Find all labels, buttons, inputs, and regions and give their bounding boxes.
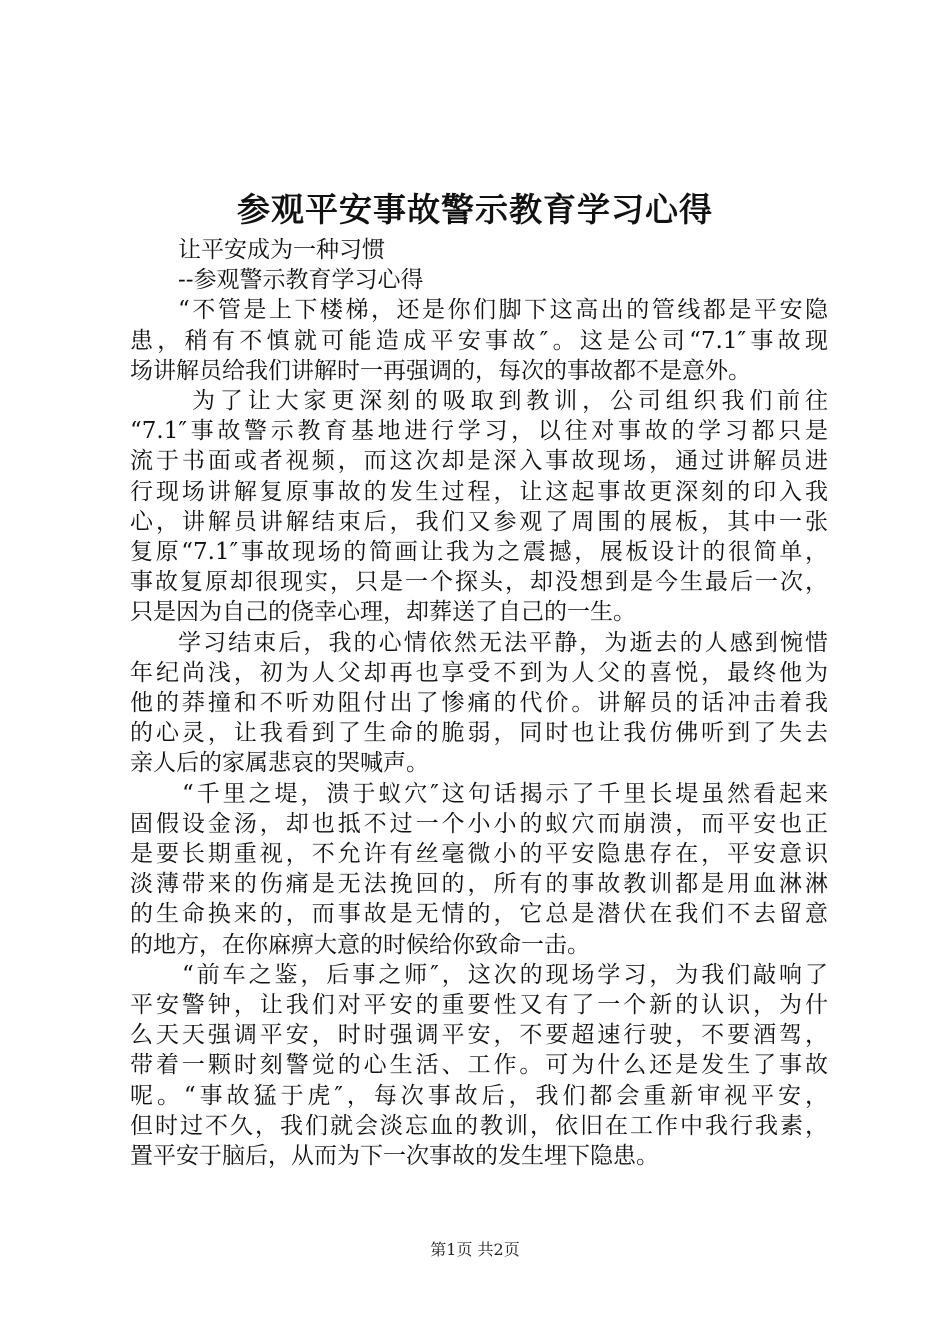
text-line: 的生命换来的，而事故是无情的，它总是潜伏在我们不去留意 — [130, 901, 828, 928]
text-line: 平安警钟，让我们对平安的重要性又有了一个新的认识，为什 — [130, 992, 828, 1019]
text-line: 亲人后的家属悲哀的哭喊声。 — [130, 750, 429, 777]
text-line: 流于书面或者视频，而这次却是深入事故现场，通过讲解员进 — [130, 448, 828, 475]
text-line: 的地方，在你麻痹大意的时候给你致命一击。 — [130, 931, 590, 958]
text-line: “千里之堤，溃于蚁穴″这句话揭示了千里长堤虽然看起来 — [182, 780, 828, 807]
text-line: 心，讲解员讲解结束后，我们又参观了周围的展板，其中一张 — [130, 508, 828, 535]
page-footer: 第1页 共2页 — [430, 1240, 520, 1259]
text-line: 呢。“事故猛于虎″，每次事故后，我们都会重新审视平安， — [130, 1082, 828, 1109]
text-line: 为了让大家更深刻的吸取到教训，公司组织我们前往 — [192, 388, 828, 415]
document-title: 参观平安事故警示教育学习心得 — [237, 190, 713, 229]
text-line: “不管是上下楼梯，还是你们脚下这高出的管线都是平安隐 — [178, 297, 828, 324]
text-line: 复原“7.1″事故现场的简画让我为之震撼，展板设计的很简单， — [130, 539, 828, 566]
text-line: 场讲解员给我们讲解时一再强调的，每次的事故都不是意外。 — [130, 357, 751, 384]
text-line: 带着一颗时刻警觉的心生活、工作。可为什么还是发生了事故 — [130, 1052, 828, 1079]
text-line: 么天天强调平安，时时强调平安，不要超速行驶，不要酒驾， — [130, 1022, 828, 1049]
text-line: 但时过不久，我们就会淡忘血的教训，依旧在工作中我行我素， — [130, 1112, 828, 1139]
document-body — [130, 235, 828, 1171]
text-line: 是要长期重视，不允许有丝毫微小的平安隐患存在，平安意识 — [130, 841, 828, 868]
subtitle: 让平安成为一种习惯 — [178, 237, 385, 263]
text-line: “7.1″事故警示教育基地进行学习，以往对事故的学习都只是 — [130, 418, 828, 445]
text-line: 只是因为自己的侥幸心理，却葬送了自己的一生。 — [130, 599, 636, 626]
text-line: 他的莽撞和不听劝阻付出了惨痛的代价。讲解员的话冲击着我 — [130, 690, 828, 717]
text-line: 的心灵，让我看到了生命的脆弱，同时也让我仿佛听到了失去 — [130, 720, 828, 747]
text-line: 学习结束后，我的心情依然无法平静，为逝去的人感到惋惜 — [178, 629, 828, 656]
text-line: 固假设金汤，却也抵不过一个小小的蚁穴而崩溃，而平安也正 — [130, 810, 828, 837]
text-line: 年纪尚浅，初为人父却再也享受不到为人父的喜悦，最终他为 — [130, 659, 828, 686]
text-line: 事故复原却很现实，只是一个探头，却没想到是今生最后一次， — [130, 569, 828, 596]
subtitle-secondary: --参观警示教育学习心得 — [178, 267, 424, 294]
text-line: 淡薄带来的伤痛是无法挽回的，所有的事故教训都是用血淋淋 — [130, 871, 828, 898]
paragraphs — [130, 295, 828, 1171]
text-line: 患，稍有不慎就可能造成平安事故″。这是公司“7.1″事故现 — [130, 327, 828, 354]
text-line: “前车之鉴，后事之师″，这次的现场学习，为我们敲响了 — [182, 961, 828, 988]
text-line: 行现场讲解复原事故的发生过程，让这起事故更深刻的印入我 — [130, 478, 828, 505]
text-line: 置平安于脑后，从而为下一次事故的发生埋下隐患。 — [130, 1143, 659, 1170]
